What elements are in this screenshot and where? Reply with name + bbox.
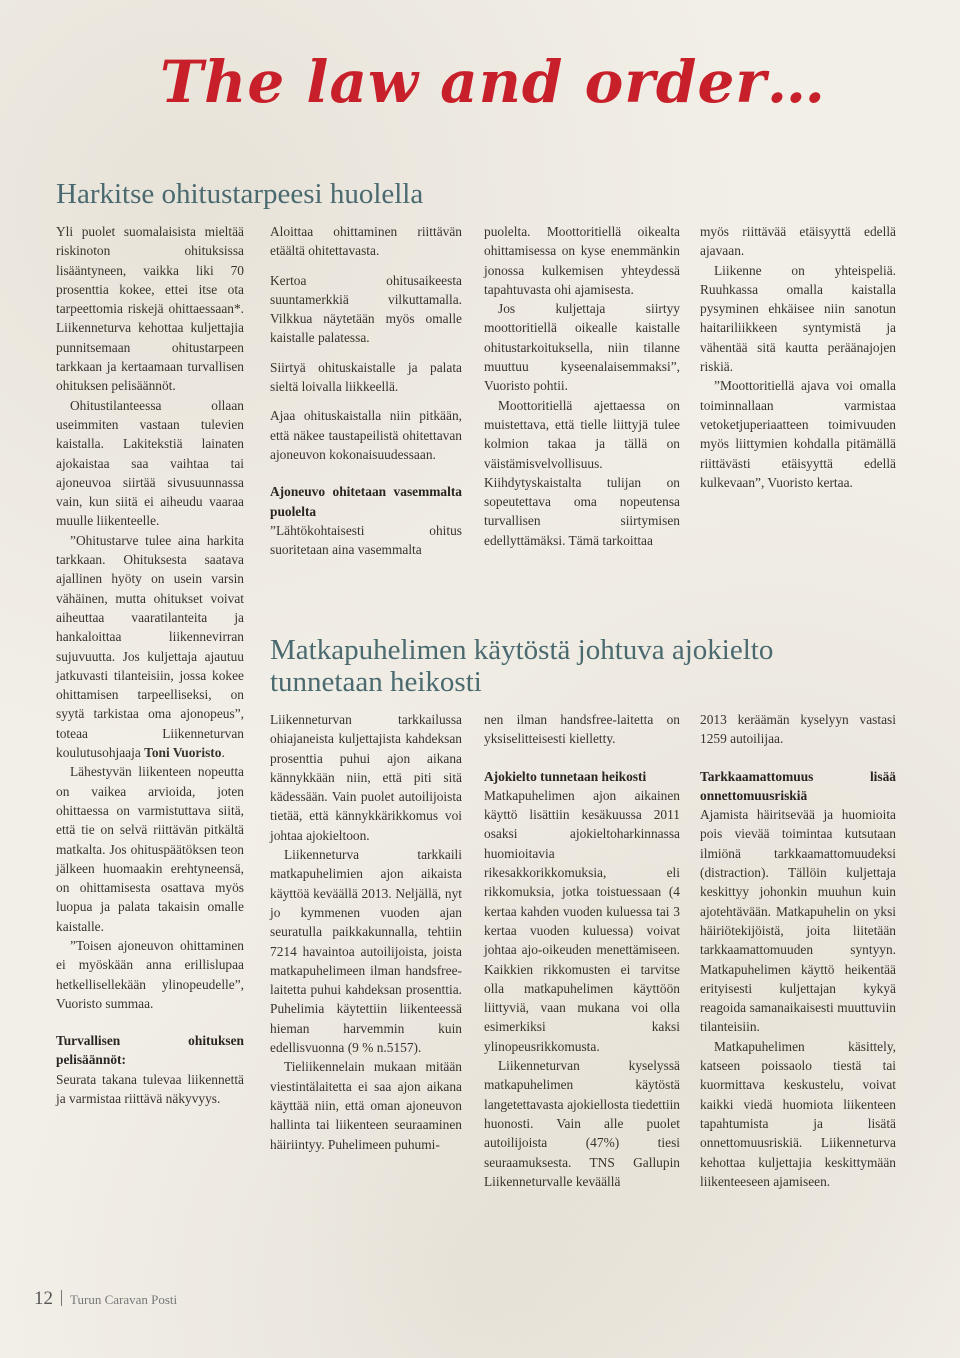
- paragraph: Liikenneturvan tarkkailussa ohiajaneista kuljettajista kahdeksan prosenttia puhui ajon aikana kännykkään niin, että piti sitä kädessään. Vain puolet autoilijoista tietää, että kännykkärikkomus voi johtaa ajokieltoon.: [270, 712, 462, 843]
- paragraph: ”Toisen ajoneuvon ohittaminen ei myöskään anna erillislupaa hetkellisellekään ylinopeudelle”, Vuoristo summaa.: [56, 937, 244, 1011]
- paragraph: ”Ohitustarve tulee aina harkita tarkkaan. Ohituksesta saatava ajallinen hyöty on usein varsin vähäinen, mutta ohitukset voivat aiheuttaa vaaratilanteita ja hankaloittaa liikennevirran sujuvuutta. Jos kuljettaja ajautuu jatkuvasti tilanteisiin, jossa kokee ohittamisen tarpeelliseksi, on syytä tarkistaa oma ajonopeus”, toteaa Liikenneturvan koulutusohjaaja Toni Vuoristo.: [56, 532, 244, 761]
- paragraph: Ajaa ohituskaistalla niin pitkään, että näkee taustapeilistä ohitettavan ajoneuvon kokonaisuudessaan.: [270, 408, 462, 462]
- paragraph: puolelta. Moottoritiellä oikealta ohittamisessa on kyse enemmänkin jonossa kulkemisen yhteydessä tapahtuvasta ohi ajamisesta.: [484, 224, 680, 297]
- page-title: The law and order…: [160, 48, 826, 116]
- subheading: Ajoneuvo ohitetaan vasemmalta puolelta: [270, 484, 462, 519]
- paragraph: Matkapuhelimen käsittely, katseen poissaolo tiestä tai kuormittava keskustelu, voivat kaikki viedä huomiota liikenteen tapahtumista ja lisätä onnettomuusriskiä. Liikenneturva kehottaa kuljettajia keskittymään liikenteeseen ajamiseen.: [700, 1038, 896, 1189]
- section1-column-4: [700, 222, 896, 492]
- paragraph: Ajamista häiritsevää ja huomioita pois vievää toimintaa kutsutaan ilmiönä tarkkaamattomuudeksi (distraction). Tällöin kuljettaja keskittyy johonkin muuhun kuin ajotehtävään. Matkapuhelin on yksi häiriötekijöistä, joita liitetään tarkkaamattomuuden syntyyn. Matkapuhelimen käyttö heikentää erityisesti kuljettajan kykyä reagoida samanaikaisesti muuttuviin tilanteisiin.: [700, 807, 896, 1035]
- paragraph: Seurata takana tulevaa liikennettä ja varmistaa riittävä näkyvyys.: [56, 1071, 244, 1107]
- paragraph: nen ilman handsfree-laitetta on yksiselitteisesti kielletty.: [484, 712, 680, 747]
- section2-column-2: [484, 710, 680, 1191]
- paragraph: Siirtyä ohituskaistalle ja palata sieltä loivalla liikkeellä.: [270, 359, 462, 395]
- section2-column-1: [270, 710, 462, 1154]
- section1-column-3: [484, 222, 680, 550]
- subheading: Ajokielto tunnetaan heikosti: [484, 768, 647, 784]
- rules-heading: Turvallisen ohituksen pelisäännöt:: [56, 1033, 244, 1068]
- paragraph: Liikenne on yhteispeliä. Ruuhkassa omalla kaistalla pysyminen ehkäisee niin sanotun haitariliikkeen syntymistä ja vähentää sitä kautta peräänajojen riskiä.: [700, 262, 896, 375]
- paragraph: 2013 keräämän kyselyyn vastasi 1259 autoilijaa.: [700, 712, 896, 747]
- paragraph: Ohitustilanteessa ollaan useimmiten vastaan tulevien kaistalla. Lakitekstiä lainaten ajokaistaa saa vaihtaa tai ajoneuvoa siirtää sivusuunnassa vain, kun siitä ei aiheudu vaaraa muulle liikenteelle.: [56, 397, 244, 529]
- subheading: Tarkkaamattomuus lisää onnettomuusriskiä: [700, 768, 896, 803]
- paragraph: myös riittävää etäisyyttä edellä ajavaan.: [700, 224, 896, 259]
- page-footer: [34, 1288, 177, 1310]
- section1-column-1: [56, 222, 244, 1108]
- quote-text: ”Ohitustarve tulee aina harkita tarkkaan. Ohituksesta saatava ajallinen hyöty on usein varsin vähäinen, mutta ohitukset voivat aiheuttaa vaaratilanteita ja hankaloittaa liikennevirran sujuvuutta. Jos kuljettaja ajautuu jatkuvasti tilanteisiin, jossa kokee ohittamisen tarpeelliseksi, on syytä tarkistaa oma ajonopeus”, toteaa Liikenneturvan koulutusohjaaja: [56, 532, 244, 761]
- section2-column-3: [700, 710, 896, 1191]
- paragraph: Aloittaa ohittaminen riittävän etäältä ohitettavasta.: [270, 224, 462, 259]
- paragraph: Jos kuljettaja siirtyy moottoritiellä oikealle kaistalle ohitustarkoituksella, niin tilanne muuttuu kyseenalaisemmaksi”, Vuoristo pohtii.: [484, 301, 680, 394]
- paragraph: Yli puolet suomalaisista mieltää riskinoton ohituksissa lisääntyneen, vaikka liki 70 prosenttia kokee, ettei itse ota tarpeettomia riskejä ohittaessaan*. Liikenneturva kehottaa kuljettajia punnitsemaan ohitustarpeen tarkkaan ja kertaamaan turvallisen ohituksen pelisäännöt.: [56, 224, 244, 394]
- paragraph: Liikenneturva tarkkaili matkapuhelimien ajon aikaista käyttöä keväällä 2013. Neljällä, nyt jo kymmenen vuoden ajan seuratulla paikkakunnalla, tehtiin 7214 havaintoa autoilijoista, joista matkapuhelimeen ilman handsfree-laitetta puhui kahdeksan prosenttia. Puhelimia käytettiin liikenteessä hieman harvemmin kuin edellisvuonna (9 % n.5157).: [270, 847, 462, 1056]
- paragraph: ”Lähtökohtaisesti ohitus suoritetaan aina vasemmalta: [270, 522, 462, 558]
- publication-name: Turun Caravan Posti: [70, 1292, 178, 1307]
- person-name: Toni Vuoristo: [144, 745, 222, 761]
- paragraph: Liikenneturvan kyselyssä matkapuhelimen käytöstä langetettavasta ajokiellosta tiedettiin huonosti. Vain alle puolet autoilijoista (47%) tiesi seuraamuksesta. TNS Gallupin Liikenneturvalle keväällä: [484, 1058, 680, 1189]
- section2-heading: Matkapuhelimen käytöstä johtuva ajokielto tunnetaan heikosti: [270, 634, 774, 699]
- paragraph: ”Moottoritiellä ajava voi omalla toiminnallaan varmistaa vetoketjuperiaatteen toimivuuden myös liittymien kohdalla pitämällä riittävästi etäisyyttä edellä kulkevaan”, Vuoristo kertaa.: [700, 378, 896, 490]
- paragraph: Lähestyvän liikenteen nopeutta on vaikea arvioida, joten ohittaessa on varmistuttava siitä, että tie on selvä riittävän pitkältä matkalta. Jos ohituspäätöksen teon jälkeen huomaakin erehtyneensä, on ohittamisesta osattava myös luopua ja palata takaisin omalle kaistalle.: [56, 764, 244, 934]
- paragraph: Moottoritiellä ajettaessa on muistettava, että tielle liittyjä tulee kolmion takaa ja tällä on väistämisvelvollisuus. Kiihdytyskaistalta tulijan on sopeutettava oma nopeutensa turvallisen siirtymisen edellyttämäksi. Tämä tarkoittaa: [484, 397, 680, 548]
- section1-column-2: [270, 222, 462, 559]
- page-number: 12: [34, 1288, 53, 1309]
- paragraph: Tieliikennelain mukaan mitään viestintälaitetta ei saa ajon aikana käyttää niin, että oman ajoneuvon hallinta tai liikenteen seuraaminen häiriintyy. Puhelimeen puhumi-: [270, 1059, 462, 1152]
- section1-heading: Harkitse ohitustarpeesi huolella: [56, 178, 424, 210]
- paragraph: Matkapuhelimen ajon aikainen käyttö lisättiin kesäkuussa 2011 osaksi ajokieltoharkinnassa huomioitavia rikesakkorikkomuksia, eli rikkomuksia, jotka toistuessaan (4 kertaa kahden vuoden kuluessa tai 3 kertaa vuoden kuluessa) voivat johtaa ajo-oikeuden menettämiseen. Kaikkien rikkomusten ei tarvitse olla matkapuhelimen käyttöön liittyviä, vaan mukana voi olla esimerkiksi kaksi ylinopeusrikkomusta.: [484, 787, 680, 1054]
- paragraph: Kertoa ohitusaikeesta suuntamerkkiä vilkuttamalla. Vilkkua näytetään myös omalle kaistalle palatessa.: [270, 272, 462, 346]
- footer-divider: [61, 1290, 62, 1306]
